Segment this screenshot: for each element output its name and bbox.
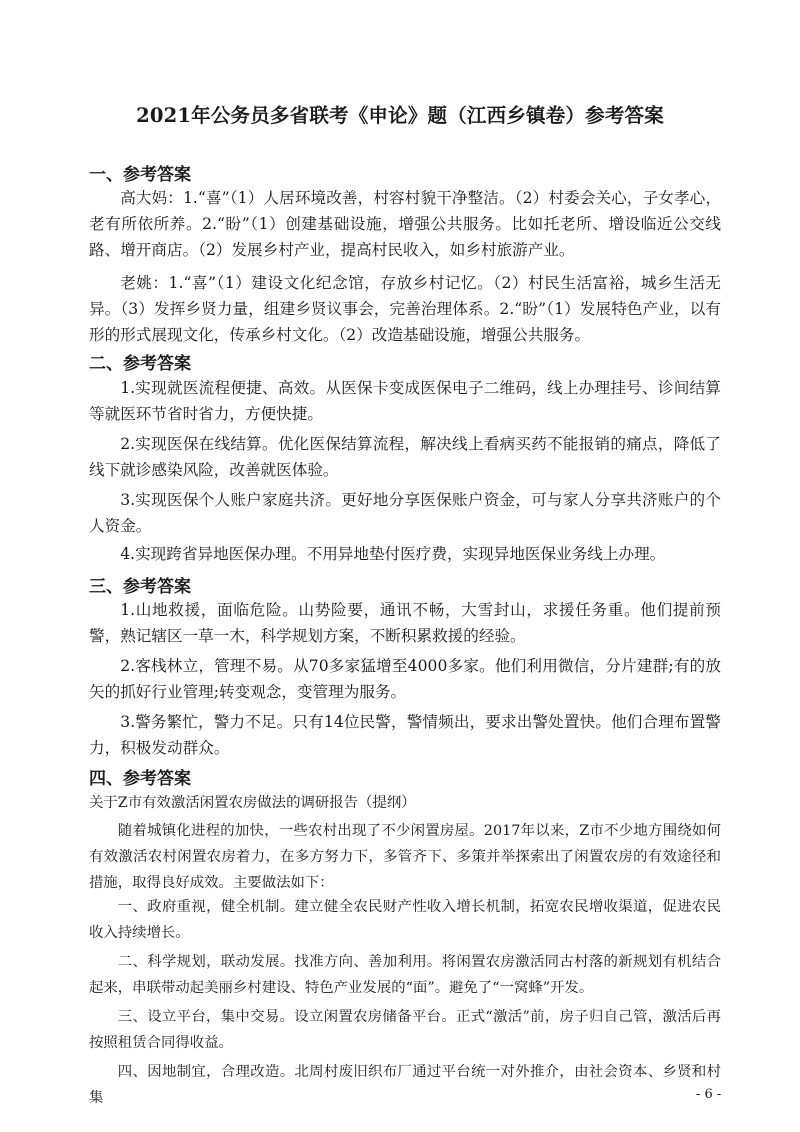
- section-1-heading: 一、参考答案: [89, 165, 191, 185]
- section-2-paragraph-2: 2.实现医保在线结算。优化医保结算流程，解决线上看病买药不能报销的痛点，降低了线下就诊感染风险，改善就医体验。: [89, 435, 721, 479]
- section-2-paragraph-3: 3.实现医保个人账户家庭共济。更好地分享医保账户资金，可与家人分享共济账户的个人资金。: [89, 491, 721, 535]
- section-4-heading: 四、参考答案: [89, 769, 191, 789]
- section-4-paragraph-4: 三、设立平台，集中交易。设立闲置农房储备平台。正式“激活”前，房子归自己管，激活后再按照租赁合同得收益。: [89, 1009, 721, 1051]
- section-1-paragraph-2: 老姚：1.“喜”（1）建设文化纪念馆，存放乡村记忆。（2）村民生活富裕，城乡生活无异。（3）发挥乡贤力量，组建乡贤议事会，完善治理体系。2.“盼”（1）发展特色产业，以有形的形式展现文化，传承乡村文化。（2）改造基础设施，增强公共服务。: [89, 274, 721, 344]
- section-4-paragraph-3: 二、科学规划，联动发展。找准方向、善加利用。将闲置农房激活同古村落的新规划有机结合起来，串联带动起美丽乡村建设、特色产业发展的“面”。避免了“一窝蜂”开发。: [89, 954, 721, 996]
- section-4-paragraph-1: 随着城镇化进程的加快，一些农村出现了不少闲置房屋。2017年以来，Z市不少地方围绕如何有效激活农村闲置农房着力，在多方努力下，多管齐下、多策并举探索出了闲置农房的有效途径和措施，取得良好成效。主要做法如下：: [89, 823, 721, 891]
- section-3-paragraph-1: 1.山地救援，面临危险。山势险要，通讯不畅，大雪封山，求援任务重。他们提前预警，熟记辖区一草一木，科学规划方案，不断积累救援的经验。: [89, 601, 721, 645]
- page-number: - 6 -: [696, 1087, 722, 1102]
- section-1-paragraph-1: 高大妈：1.“喜”（1）人居环境改善，村容村貌干净整洁。（2）村委会关心，子女孝心，老有所依所养。2.“盼”（1）创建基础设施，增强公共服务。比如托老所、增设临近公交线路、增开商店。（2）发展乡村产业，提高村民收入，如乡村旅游产业。: [89, 189, 721, 259]
- report-title: 关于Z市有效激活闲置农房做法的调研报告（提纲）: [89, 795, 416, 811]
- section-2-paragraph-1: 1.实现就医流程便捷、高效。从医保卡变成医保电子二维码，线上办理挂号、诊间结算等就医环节省时省力，方便快捷。: [89, 379, 721, 423]
- section-3-heading: 三、参考答案: [89, 577, 191, 597]
- section-2-heading: 二、参考答案: [89, 354, 191, 374]
- section-4-paragraph-5: 四、因地制宜，合理改造。北周村废旧织布厂通过平台统一对外推介，由社会资本、乡贤和村集: [89, 1064, 721, 1106]
- section-2-paragraph-4: 4.实现跨省异地医保办理。不用异地垫付医疗费，实现异地医保业务线上办理。: [120, 545, 666, 563]
- section-3-paragraph-3: 3.警务繁忙，警力不足。只有14位民警，警情频出，要求出警处置快。他们合理布置警力，积极发动群众。: [89, 713, 721, 757]
- section-3-paragraph-2: 2.客栈林立，管理不易。从70多家猛增至4000多家。他们利用微信，分片建群;有的放矢的抓好行业管理;转变观念，变管理为服务。: [89, 657, 721, 701]
- section-4-paragraph-2: 一、政府重视，健全机制。建立健全农民财产性收入增长机制，拓宽农民增收渠道，促进农民收入持续增长。: [89, 899, 721, 941]
- page-title: 2021年公务员多省联考《申论》题（江西乡镇卷）参考答案: [136, 104, 664, 127]
